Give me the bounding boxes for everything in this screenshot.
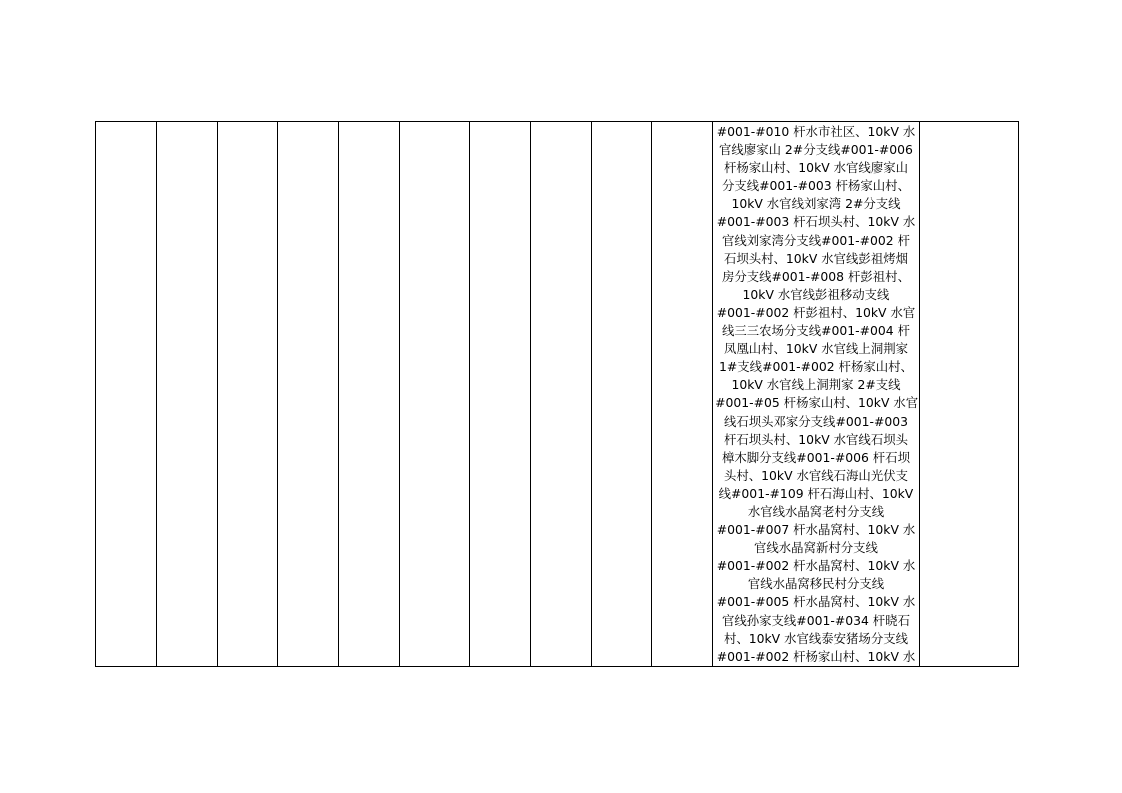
text-line: 官线刘家湾分支线#001-#002 杆 <box>721 232 910 248</box>
text-line: #001-#002 杆彭祖村、10kV 水官 <box>716 304 916 320</box>
text-line: 杆杨家山村、10kV 水官线廖家山 <box>723 160 908 176</box>
text-line: 线石坝头邓家分支线#001-#003 <box>723 413 908 429</box>
text-line: 官线孙家支线#001-#034 杆晓石 <box>721 612 910 628</box>
table-cell-empty <box>591 122 652 667</box>
text-line: 樟木脚分支线#001-#006 杆石坝 <box>721 449 910 465</box>
text-line: 10kV 水官线刘家湾 2#分支线 <box>731 196 901 212</box>
document-table-container <box>95 121 1019 667</box>
text-line: 分支线#001-#003 杆杨家山村、 <box>721 178 910 194</box>
text-line: 线#001-#109 杆石海山村、10kV <box>718 485 914 501</box>
text-line: 1#支线#001-#002 杆杨家山村、 <box>719 359 913 375</box>
text-line: #001-#05 杆杨家山村、10kV 水官 <box>715 395 919 411</box>
text-line: #001-#010 杆水市社区、10kV 水 <box>716 124 916 139</box>
table-cell-empty <box>339 122 400 667</box>
text-line: 石坝头村、10kV 水官线彭祖烤烟 <box>723 250 908 266</box>
table-row <box>96 122 1019 667</box>
text-line: 水官线水晶窝老村分支线 <box>747 503 885 519</box>
text-line: 线三三农场分支线#001-#004 杆 <box>721 323 910 339</box>
text-line: 官线廖家山 2#分支线#001-#006 <box>719 142 913 158</box>
text-line: 官线水晶窝移民村分支线 <box>747 576 885 592</box>
table-cell-empty <box>470 122 531 667</box>
text-line: #001-#007 杆水晶窝村、10kV 水 <box>716 522 916 538</box>
text-line: #001-#005 杆水晶窝村、10kV 水 <box>716 594 916 610</box>
table-cell-empty <box>652 122 713 667</box>
text-line: 杆石坝头村、10kV 水官线石坝头 <box>723 431 908 447</box>
table-cell-empty <box>530 122 591 667</box>
text-line: #001-#003 杆石坝头村、10kV 水 <box>716 214 916 230</box>
text-line: #001-#002 杆水晶窝村、10kV 水 <box>716 558 916 574</box>
text-line: 村、10kV 水官线泰安猪场分支线 <box>723 630 908 646</box>
table-cell-empty <box>919 122 1018 667</box>
text-line: #001-#002 杆杨家山村、10kV 水 <box>716 648 916 664</box>
table-cell-empty <box>278 122 339 667</box>
text-line: 头村、10kV 水官线石海山光伏支 <box>723 467 908 483</box>
table-cell-empty <box>217 122 278 667</box>
table-cell-line-description <box>713 122 920 667</box>
document-table <box>95 121 1019 667</box>
text-line: 房分支线#001-#008 杆彭祖村、 <box>721 268 910 284</box>
line-description-text <box>713 122 919 666</box>
text-line: 10kV 水官线彭祖移动支线 <box>742 286 890 302</box>
table-cell-empty <box>156 122 217 667</box>
text-line: 10kV 水官线上洞荆家 2#支线 <box>731 377 901 393</box>
table-cell-empty <box>399 122 469 667</box>
text-line: 官线水晶窝新村分支线 <box>754 540 878 556</box>
text-line: 凤凰山村、10kV 水官线上洞荆家 <box>723 341 908 357</box>
table-cell-empty <box>96 122 157 667</box>
